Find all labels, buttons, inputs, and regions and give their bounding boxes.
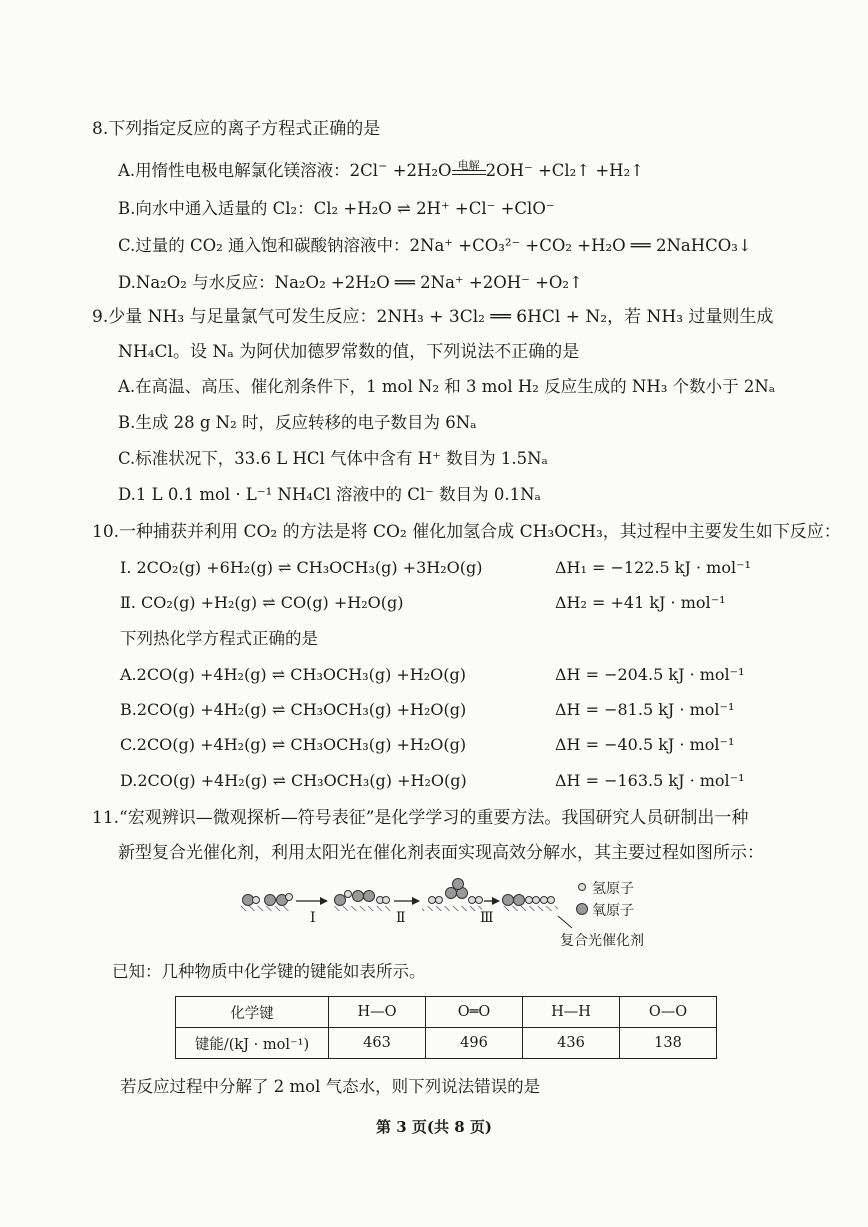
q11-final: 若反应过程中分解了 2 mol 气态水，则下列说法错误的是 [120, 1077, 541, 1096]
table-cell: 496 [426, 1028, 523, 1059]
q9-option-c: C.标准状况下，33.6 L HCl 气体中含有 H⁺ 数目为 1.5Nₐ [118, 449, 548, 468]
table-cell: 键能/(kJ · mol⁻¹) [176, 1028, 329, 1059]
q9-option-a: A.在高温、高压、催化剂条件下，1 mol N₂ 和 3 mol H₂ 反应生成的 NH₃ 个数小于 2Nₐ [118, 377, 776, 396]
step-label-1: Ⅰ [310, 910, 316, 926]
q11-stem-line2: 新型复合光催化剂，利用太阳光在催化剂表面实现高效分解水，其主要过程如图所示： [118, 843, 764, 863]
legend-hydrogen-icon [579, 884, 586, 891]
table-cell: 138 [620, 1028, 717, 1059]
table-cell: 463 [329, 1028, 426, 1059]
q10-ask: 下列热化学方程式正确的是 [120, 629, 318, 648]
q10-reaction-2-dh: ΔH₂ = +41 kJ · mol⁻¹ [555, 593, 726, 612]
q11-stem-line1: 11.“宏观辨识—微观探析—符号表征”是化学学习的重要方法。我国研究人员研制出一种 [92, 808, 749, 828]
table-cell: H—O [329, 997, 426, 1028]
arrow-icon [320, 897, 328, 905]
step-label-3: Ⅲ [480, 910, 494, 926]
q11-known: 已知：几种物质中化学键的键能如表所示。 [112, 962, 426, 981]
page-footer: 第 3 页(共 8 页) [376, 1118, 492, 1136]
bond-energy-table [175, 996, 717, 1059]
arrow-icon [492, 897, 500, 905]
q10-option-c: C.2CO(g) +4H₂(g) ⇌ CH₃OCH₃(g) +H₂O(g) [120, 735, 467, 754]
q10-option-c-dh: ΔH = −40.5 kJ · mol⁻¹ [555, 735, 735, 754]
q8-stem: 8.下列指定反应的离子方程式正确的是 [92, 119, 381, 139]
table-cell: O═O [426, 997, 523, 1028]
q9-option-b: B.生成 28 g N₂ 时，反应转移的电子数目为 6Nₐ [118, 413, 477, 432]
table-header-row [176, 997, 717, 1028]
q10-option-a: A.2CO(g) +4H₂(g) ⇌ CH₃OCH₃(g) +H₂O(g) [120, 665, 467, 684]
q8-option-d: D.Na₂O₂ 与水反应：Na₂O₂ +2H₂O ══ 2Na⁺ +2OH⁻ +O₂↑ [118, 273, 583, 292]
catalyst-surface [240, 906, 292, 911]
q8-option-a: A.用惰性电极电解氯化镁溶液：2Cl− +2H₂O 电解 2OH⁻ +Cl₂↑ +H₂↑ [118, 159, 644, 183]
q10-stem: 10.一种捕获并利用 CO₂ 的方法是将 CO₂ 催化加氢合成 CH₃OCH₃，其过程中主要发生如下反应： [92, 522, 841, 542]
arrow-label: 电解 [457, 158, 480, 172]
legend-oxygen-icon [577, 904, 588, 915]
hydrogen-atom-icon [286, 894, 293, 901]
table-cell: H—H [523, 997, 620, 1028]
q8-a-pre: A.用惰性电极电解氯化镁溶液：2Cl [118, 161, 379, 180]
oxygen-atom-icon [243, 895, 254, 906]
table-cell: O—O [620, 997, 717, 1028]
q10-option-b-dh: ΔH = −81.5 kJ · mol⁻¹ [555, 700, 735, 719]
hydrogen-atom-icon [253, 897, 260, 904]
q10-option-d: D.2CO(g) +4H₂(g) ⇌ CH₃OCH₃(g) +H₂O(g) [120, 771, 467, 790]
q10-option-b: B.2CO(g) +4H₂(g) ⇌ CH₃OCH₃(g) +H₂O(g) [120, 700, 467, 719]
catalyst-label: 复合光催化剂 [560, 933, 644, 949]
q8-option-c: C.过量的 CO₂ 通入饱和碳酸钠溶液中：2Na⁺ +CO₃²⁻ +CO₂ +H₂O ══ 2NaHCO₃↓ [118, 236, 752, 255]
oxygen-atom-icon [265, 895, 276, 906]
table-cell: 436 [523, 1028, 620, 1059]
arrow-icon [412, 897, 420, 905]
legend-oxygen: 氧原子 [592, 903, 634, 919]
q9-stem-line1: 9.少量 NH₃ 与足量氯气可发生反应：2NH₃ + 3Cl₂ ══ 6HCl + N₂，若 NH₃ 过量则生成 [92, 307, 774, 327]
step-label-2: Ⅱ [396, 910, 406, 926]
q8-option-b: B.向水中通入适量的 Cl₂：Cl₂ +H₂O ⇌ 2H⁺ +Cl⁻ +ClO⁻ [118, 199, 555, 218]
table-cell: 化学键 [176, 997, 329, 1028]
q10-option-d-dh: ΔH = −163.5 kJ · mol⁻¹ [555, 771, 745, 790]
photocatalysis-diagram [236, 876, 676, 948]
electrolysis-arrow-icon [452, 158, 486, 178]
q9-option-d: D.1 L 0.1 mol · L⁻¹ NH₄Cl 溶液中的 Cl⁻ 数目为 0.1Nₐ [118, 485, 541, 504]
legend-hydrogen: 氢原子 [592, 881, 634, 897]
catalyst-surface [332, 906, 392, 911]
catalyst-surface [422, 906, 482, 911]
catalyst-surface [502, 906, 558, 911]
q10-reaction-2: Ⅱ. CO₂(g) +H₂(g) ⇌ CO(g) +H₂O(g) [120, 593, 404, 612]
q10-option-a-dh: ΔH = −204.5 kJ · mol⁻¹ [555, 665, 745, 684]
q10-reaction-1: Ⅰ. 2CO₂(g) +6H₂(g) ⇌ CH₃OCH₃(g) +3H₂O(g) [120, 558, 483, 577]
q9-stem-line2: NH₄Cl。设 Nₐ 为阿伏加德罗常数的值，下列说法不正确的是 [118, 342, 580, 362]
table-row [176, 1028, 717, 1059]
q8-a-post: 2OH⁻ +Cl₂↑ +H₂↑ [485, 161, 645, 180]
q10-reaction-1-dh: ΔH₁ = −122.5 kJ · mol⁻¹ [555, 558, 751, 577]
